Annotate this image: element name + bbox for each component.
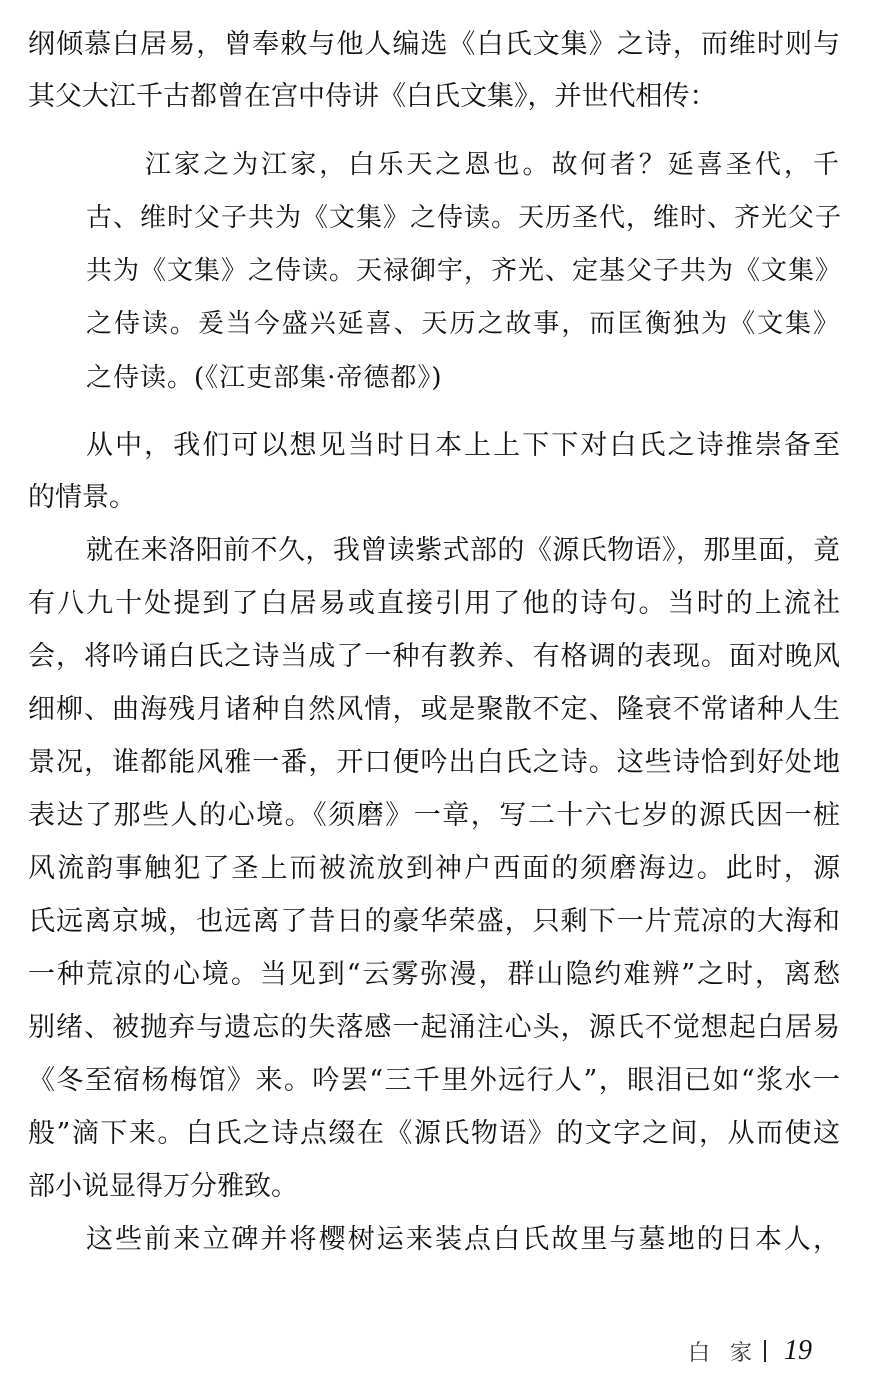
- running-title: 家: [730, 1340, 753, 1366]
- text-line: 氏远离京城，也远离了昔日的豪华荣盛，只剩下一片荒凉的大海和: [28, 906, 840, 937]
- text-line: 从中，我们可以想见当时日本上上下下对白氏之诗推崇备至: [86, 430, 840, 461]
- text-line: 般”滴下来。白氏之诗点缀在《源氏物语》的文字之间，从而使这: [28, 1118, 840, 1149]
- page-footer: [688, 1335, 812, 1367]
- text-line: 景况，谁都能风雅一番，开口便吟出白氏之诗。这些诗恰到好处地: [28, 747, 840, 778]
- quote-line: 共为《文集》之侍读。天禄御宇，齐光、定基父子共为《文集》: [86, 256, 843, 286]
- text-line: 有八九十处提到了白居易或直接引用了他的诗句。当时的上流社: [28, 588, 840, 619]
- quote-line: 江家之为江家，白乐天之恩也。故何者？延喜圣代，千: [145, 150, 840, 180]
- text-line: 细柳、曲海残月诸种自然风情，或是聚散不定、隆衰不常诸种人生: [28, 694, 840, 725]
- quote-line: 古、维时父子共为《文集》之侍读。天历圣代，维时、齐光父子: [86, 203, 843, 233]
- text-line: 这些前来立碑并将樱树运来装点白氏故里与墓地的日本人，: [86, 1224, 840, 1255]
- divider: [764, 1340, 766, 1362]
- quote-line: 之侍读。(《江吏部集·帝德都》): [86, 363, 443, 393]
- quote-line: 之侍读。爰当今盛兴延喜、天历之故事，而匡衡独为《文集》: [86, 309, 840, 339]
- text-line: 的情景。: [28, 482, 136, 513]
- text-line: 风流韵事触犯了圣上而被流放到神户西面的须磨海边。此时，源: [28, 853, 840, 884]
- text-line: 纲倾慕白居易，曾奉敕与他人编选《白氏文集》之诗，而维时则与: [28, 29, 840, 60]
- text-line: 一种荒凉的心境。当见到“云雾弥漫，群山隐约难辨”之时，离愁: [28, 959, 840, 990]
- text-line: 会，将吟诵白氏之诗当成了一种有教养、有格调的表现。面对晚风: [28, 641, 840, 672]
- text-line: 部小说显得万分雅致。: [28, 1171, 298, 1202]
- text-line: 表达了那些人的心境。《须磨》一章，写二十六七岁的源氏因一桩: [28, 800, 840, 831]
- text-line: 就在来洛阳前不久，我曾读紫式部的《源氏物语》，那里面，竟: [86, 535, 840, 566]
- text-line: 别绪、被抛弃与遗忘的失落感一起涌注心头，源氏不觉想起白居易: [28, 1012, 840, 1043]
- text-line: 《冬至宿杨梅馆》来。吟罢“三千里外远行人”，眼泪已如“浆水一: [28, 1065, 840, 1096]
- page-number: 19: [784, 1335, 813, 1366]
- text-line: 其父大江千古都曾在宫中侍讲《白氏文集》，并世代相传：: [28, 81, 717, 112]
- running-title: 白: [688, 1340, 711, 1366]
